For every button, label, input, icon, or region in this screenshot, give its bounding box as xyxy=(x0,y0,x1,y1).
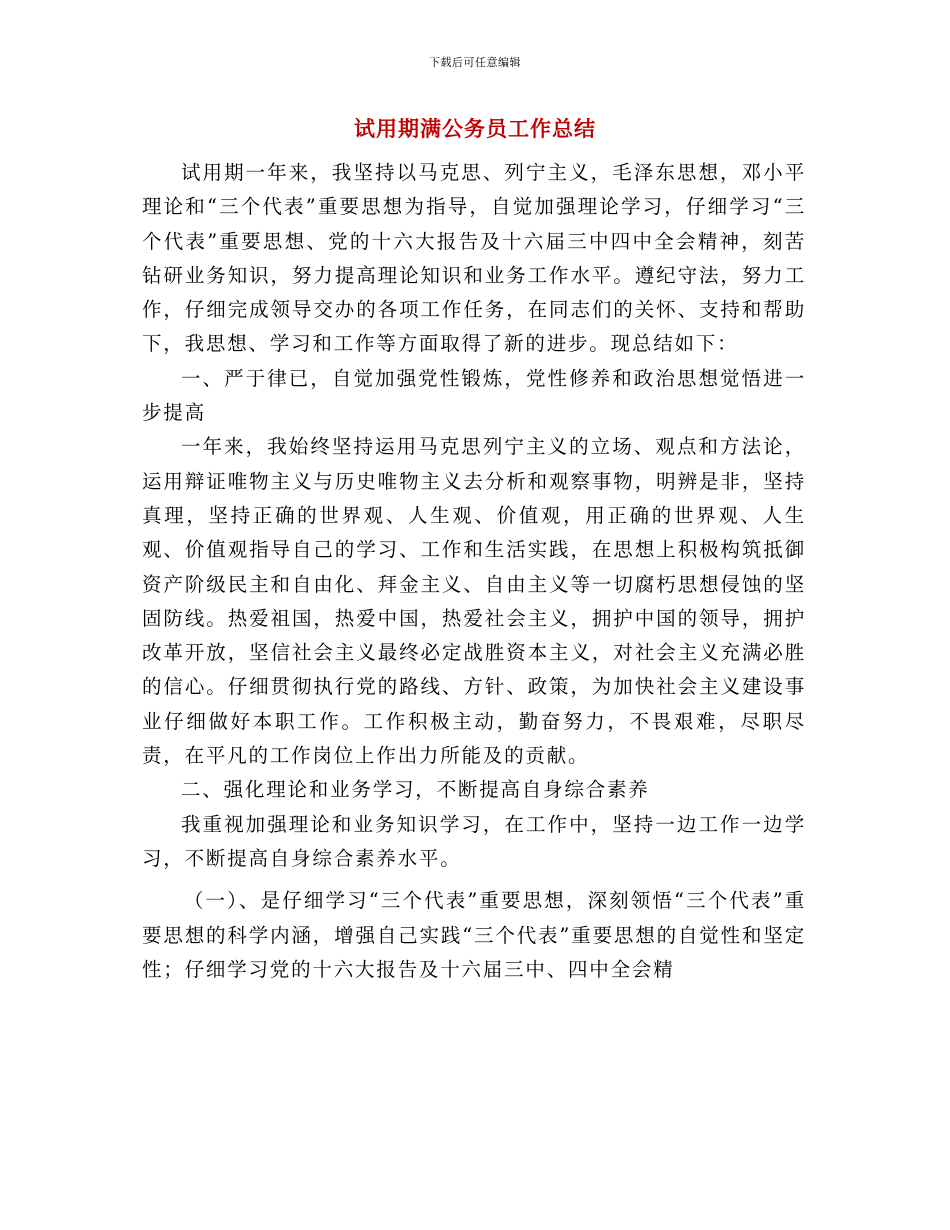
paragraph-section-1: 一年来，我始终坚持运用马克思列宁主义的立场、观点和方法论，运用辩证唯物主义与历史唯物主义去分析和观察事物，明辨是非，坚持真理，坚持正确的世界观、人生观、价值观，用正确的世界观、人生观、价值观指导自己的学习、工作和生活实践，在思想上积极构筑抵御资产阶级民主和自由化、拜金主义、自由主义等一切腐朽思想侵蚀的坚固防线。热爱祖国，热爱中国，热爱社会主义，拥护中国的领导，拥护改革开放，坚信社会主义最终必定战胜资本主义，对社会主义充满必胜的信心。仔细贯彻执行党的路线、方针、政策，为加快社会主义建设事业仔细做好本职工作。工作积极主动，勤奋努力，不畏艰难，尽职尽责，在平凡的工作岗位上作出力所能及的贡献。 xyxy=(142,435,806,768)
document-title: 试用期满公务员工作总结 xyxy=(354,117,596,141)
section-heading-1: 一、严于律已，自觉加强党性锻炼，党性修养和政治思想觉悟进一步提高 xyxy=(142,366,806,425)
paragraph-section-2: 我重视加强理论和业务知识学习，在工作中，坚持一边工作一边学习，不断提高自身综合素养水平。 xyxy=(142,812,806,870)
section-heading-2: 二、强化理论和业务学习，不断提高自身综合素养 xyxy=(181,778,650,802)
document-body xyxy=(142,156,806,987)
header-note: 下载后可任意编辑 xyxy=(429,56,521,69)
paragraph-intro: 试用期一年来，我坚持以马克思、列宁主义，毛泽东思想，邓小平理论和“三个代表”重要思想为指导，自觉加强理论学习，仔细学习“三个代表”重要思想、党的十六大报告及十六届三中四中全会精神，刻苦钻研业务知识，努力提高理论知识和业务工作水平。遵纪守法，努力工作，仔细完成领导交办的各项工作任务，在同志们的关怀、支持和帮助下，我思想、学习和工作等方面取得了新的进步。现总结如下： xyxy=(142,161,806,356)
paragraph-subsection-1: （一）、是仔细学习“三个代表”重要思想，深刻领悟“三个代表”重要思想的科学内涵，增强自己实践“三个代表”重要思想的自觉性和坚定性；仔细学习党的十六大报告及十六届三中、四中全会精 xyxy=(142,889,806,981)
